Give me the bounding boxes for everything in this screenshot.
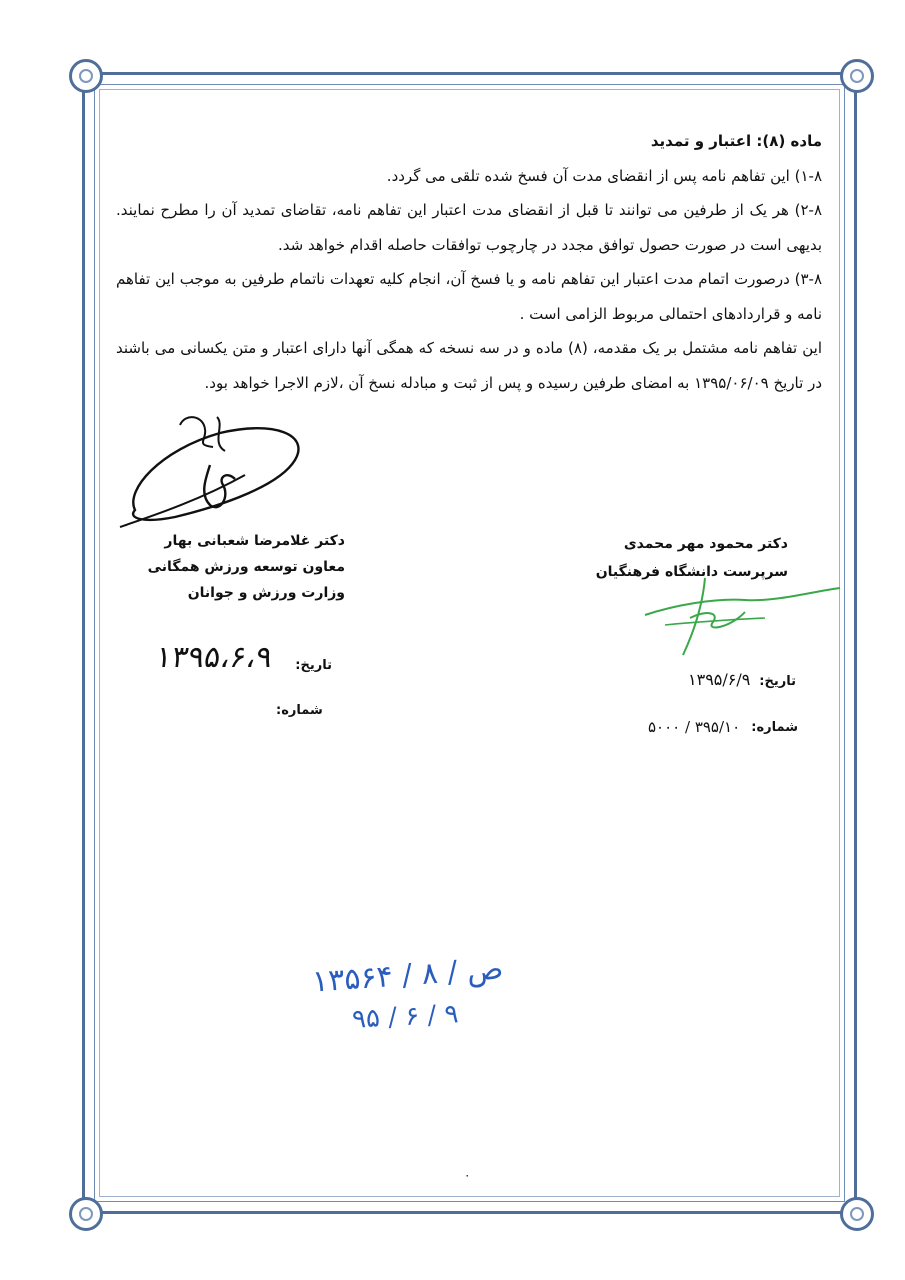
signature-left bbox=[115, 405, 315, 535]
article-text bbox=[116, 124, 822, 400]
signatory-left-title: معاون توسعه ورزش همگانی bbox=[147, 559, 345, 575]
corner-ornament-top-left bbox=[69, 59, 103, 93]
clause-3: ۳-۸) درصورت اتمام مدت اعتبار این تفاهم نامه و یا فسخ آن، انجام کلیه تعهدات ناتمام طرفین به موجب این تفاهم نامه و قراردادهای احتمالی مربوط الزامی است . bbox=[116, 270, 822, 323]
registration-date-handwritten: ۹۵ / ۶ / ۹ bbox=[351, 999, 460, 1035]
corner-ornament-top-right bbox=[840, 59, 874, 93]
signatory-right-name: دکتر محمود مهر محمدی bbox=[623, 536, 788, 552]
right-number-label: شماره: bbox=[751, 720, 798, 735]
corner-ornament-bottom-right bbox=[840, 1197, 874, 1231]
corner-ornament-bottom-left bbox=[69, 1197, 103, 1231]
signatory-left bbox=[147, 528, 345, 606]
right-date-value: ۱۳۹۵/۶/۹ bbox=[688, 670, 751, 689]
signatory-right-title: سرپرست دانشگاه فرهنگیان bbox=[595, 564, 788, 580]
right-date-label: تاریخ: bbox=[759, 674, 796, 689]
clause-2: ۲-۸) هر یک از طرفین می توانند تا قبل از انقضای مدت اعتبار این تفاهم نامه، تقاضای تمدید آن را مطرح نمایند. بدیهی است در صورت حصول توافق مجدد در چارچوب توافقات حاصله اقدام خواهد شد. bbox=[116, 201, 822, 254]
left-date-value: ۱۳۹۵،۶،۹ bbox=[153, 640, 275, 675]
clause-1: ۱-۸) این تفاهم نامه پس از انقضای مدت آن فسخ شده تلقی می گردد. bbox=[386, 166, 822, 185]
article-heading: ماده (۸): اعتبار و تمدید bbox=[650, 132, 822, 150]
left-number-label: شماره: bbox=[276, 703, 323, 718]
closing-paragraph: این تفاهم نامه مشتمل بر یک مقدمه، (۸) ماده و در سه نسخه که همگی آنها دارای اعتبار و متن یکسانی می باشند در تاریخ ۱۳۹۵/۰۶/۰۹ به امضای طرفین رسیده و پس از ثبت و مبادله نسخ آن ،لازم الاجرا خواهد بود. bbox=[116, 339, 822, 392]
page-mark: ٠ bbox=[464, 1168, 471, 1182]
left-date-label: تاریخ: bbox=[295, 658, 332, 673]
registration-number-handwritten: ۱۳۵۶۴ / ۸ / ص bbox=[311, 951, 505, 1000]
left-date-field bbox=[153, 640, 332, 680]
right-date-field bbox=[688, 668, 796, 698]
right-number-value: ۵۰۰۰ / ۳۹۵/۱۰ bbox=[648, 718, 741, 736]
signatory-left-name: دکتر غلامرضا شعبانی بهار bbox=[164, 533, 345, 549]
signatory-right bbox=[595, 530, 788, 586]
signatory-left-org: وزارت ورزش و جوانان bbox=[187, 585, 345, 601]
right-number-field bbox=[648, 714, 798, 744]
